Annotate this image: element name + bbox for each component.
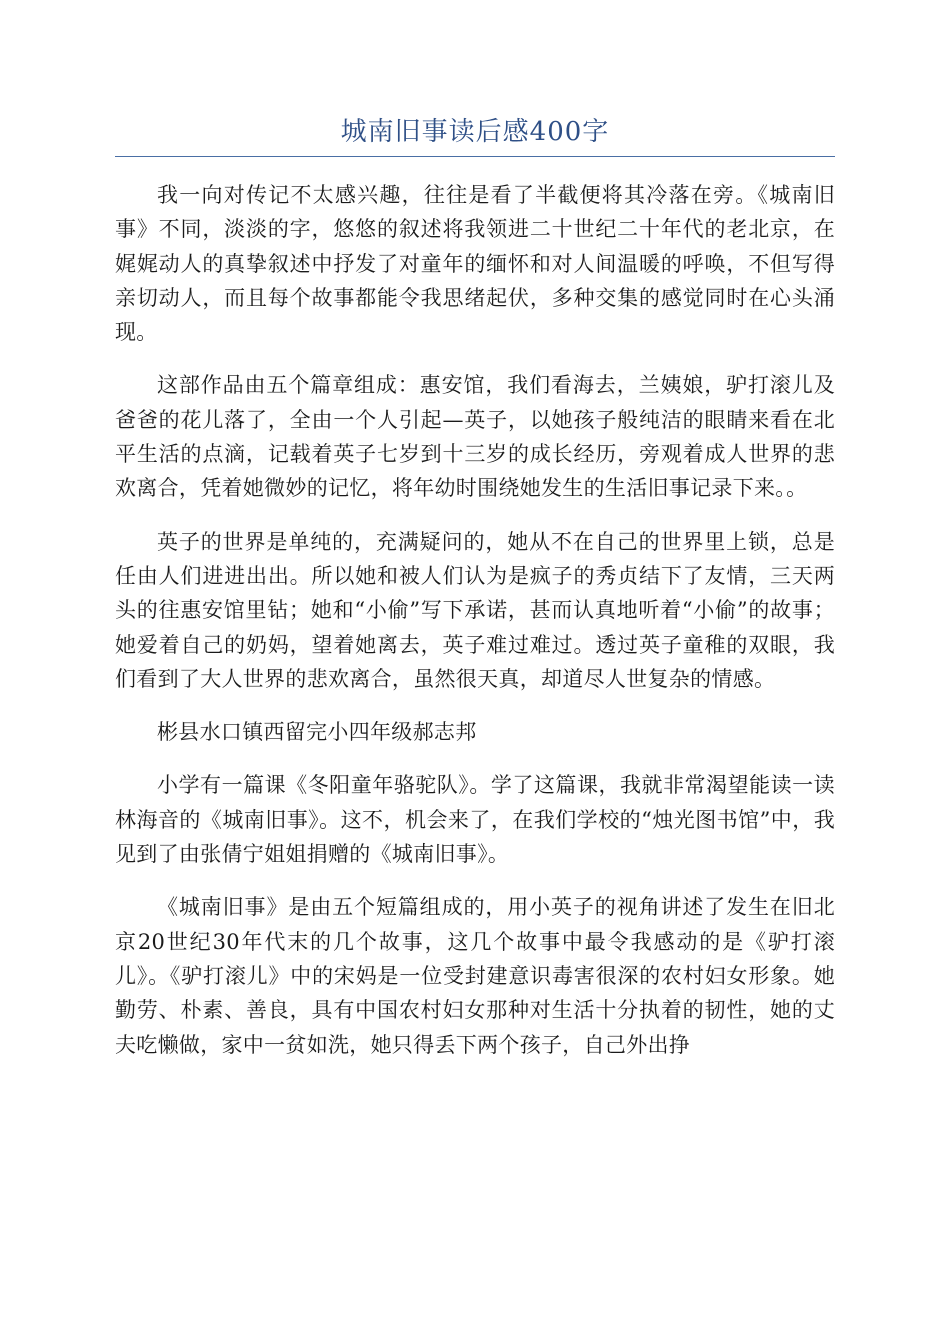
- paragraph-5: 《城南旧事》是由五个短篇组成的，用小英子的视角讲述了发生在旧北京20世纪30年代末的几个故事，这几个故事中最令我感动的是《驴打滚儿》。《驴打滚儿》中的宋妈是一位受封建意识毒害很深的农村妇女形象。她勤劳、朴素、善良，具有中国农村妇女那种对生活十分执着的韧性，她的丈夫吃懒做，家中一贫如洗，她只得丢下两个孩子，自己外出挣: [115, 895, 835, 1057]
- title-block: [115, 114, 835, 157]
- paragraph-1: 我一向对传记不太感兴趣，往往是看了半截便将其冷落在旁。《城南旧事》不同，淡淡的字，悠悠的叙述将我领进二十世纪二十年代的老北京，在娓娓动人的真挚叙述中抒发了对童年的缅怀和对人间温暖的呼唤，不但写得亲切动人，而且每个故事都能令我思绪起伏，多种交集的感觉同时在心头涌现。: [115, 183, 835, 345]
- author-line: 彬县水口镇西留完小四年级郝志邦: [157, 720, 477, 745]
- paragraph-2: 这部作品由五个篇章组成：惠安馆，我们看海去，兰姨娘，驴打滚儿及爸爸的花儿落了，全由一个人引起—英子，以她孩子般纯洁的眼睛来看在北平生活的点滴，记载着英子七岁到十三岁的成长经历，旁观着成人世界的悲欢离合，凭着她微妙的记忆，将年幼时围绕她发生的生活旧事记录下来。。: [115, 373, 835, 501]
- paragraph-4: 小学有一篇课《冬阳童年骆驼队》。学了这篇课，我就非常渴望能读一读林海音的《城南旧事》。这不，机会来了，在我们学校的“烛光图书馆”中，我见到了由张倩宁姐姐捐赠的《城南旧事》。: [115, 773, 835, 867]
- paragraph-3: 英子的世界是单纯的，充满疑问的，她从不在自己的世界里上锁，总是任由人们进进出出。所以她和被人们认为是疯子的秀贞结下了友情，三天两头的往惠安馆里钻；她和“小偷”写下承诺，甚而认真地听着“小偷”的故事；她爱着自己的奶妈，望着她离去，英子难过难过。透过英子童稚的双眼，我们看到了大人世界的悲欢离合，虽然很天真，却道尽人世复杂的情感。: [115, 529, 835, 691]
- document-body: [115, 178, 835, 1081]
- document-title: 城南旧事读后感400字: [340, 117, 610, 147]
